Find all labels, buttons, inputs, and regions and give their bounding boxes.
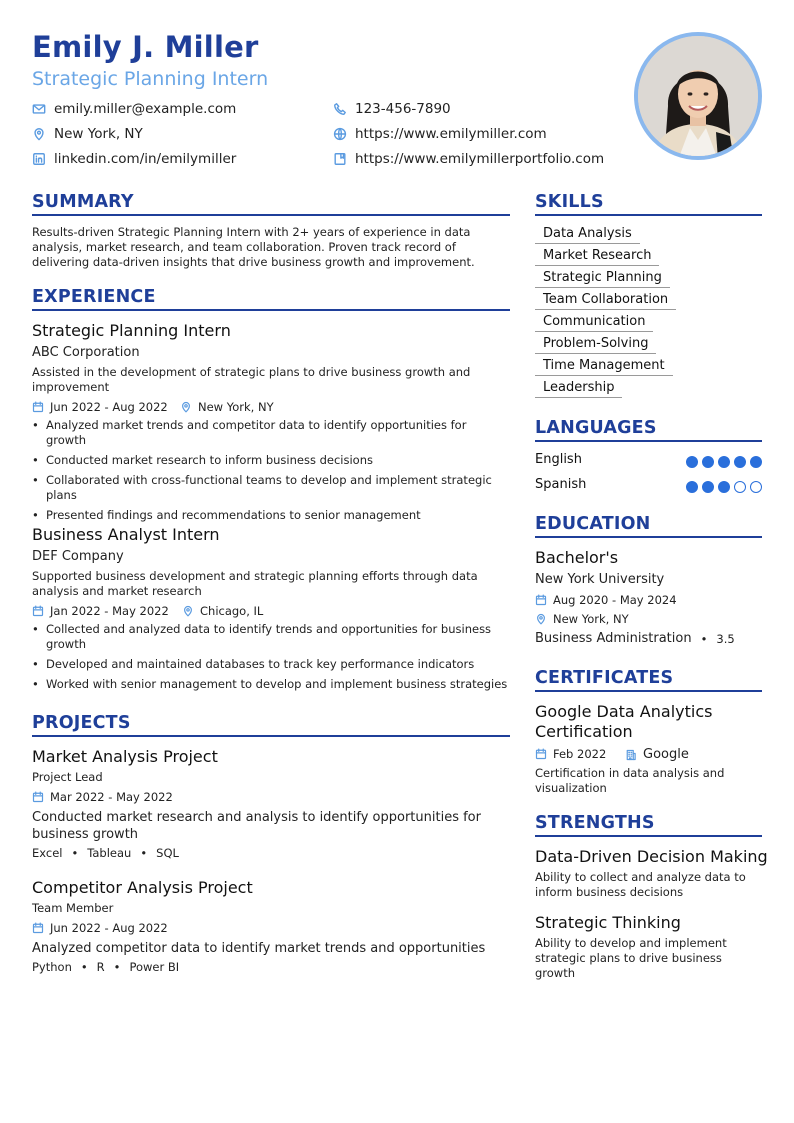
strengths-heading: STRENGTHS <box>535 813 762 837</box>
project-role: Team Member <box>32 901 114 915</box>
calendar-icon <box>32 791 44 803</box>
profile-photo <box>634 32 762 160</box>
education-location <box>535 612 629 626</box>
experience-location <box>182 604 263 618</box>
strength-description: Ability to collect and analyze data to inform business decisions <box>535 870 746 899</box>
phone-icon <box>333 102 347 116</box>
experience-dates <box>32 400 168 414</box>
contact-phone[interactable] <box>333 101 451 117</box>
level-dot-filled <box>702 456 714 468</box>
languages-heading: LANGUAGES <box>535 418 762 442</box>
summary-heading: SUMMARY <box>32 192 510 216</box>
level-dot-filled <box>686 481 698 493</box>
calendar-icon <box>32 401 44 413</box>
portfolio-icon <box>333 152 347 166</box>
profile-portrait-illustration <box>638 36 758 156</box>
skill-tag: Communication <box>535 314 653 332</box>
calendar-icon <box>535 594 547 606</box>
dates-text: Aug 2020 - May 2024 <box>553 593 677 607</box>
project-tools: Python • R • Power BI <box>32 960 180 974</box>
experience-company: DEF Company <box>32 549 124 564</box>
bullet-item: • Presented findings and recommendations to senior management <box>32 508 510 523</box>
summary-text: Results-driven Strategic Planning Intern with 2+ years of experience in data analysis, market research, and team collaboration. Proven track record of delivering data-driven insights that drive business growth and improvement. <box>32 225 475 269</box>
strength-name: Data-Driven Decision Making <box>535 847 768 866</box>
skills-heading: SKILLS <box>535 192 762 216</box>
portfolio-text: https://www.emilymillerportfolio.com <box>355 151 605 167</box>
phone-text: 123-456-7890 <box>355 101 451 117</box>
experience-description: Assisted in the development of strategic plans to drive business growth and improvement <box>32 365 471 394</box>
experience-description: Supported business development and strategic planning efforts through data analysis and market research <box>32 569 478 598</box>
level-dot-filled <box>686 456 698 468</box>
project-dates <box>32 790 173 804</box>
project-role: Project Lead <box>32 770 103 784</box>
language-level-dots <box>686 481 762 493</box>
certificate-description: Certification in data analysis and visualization <box>535 766 725 795</box>
location-text: New York, NY <box>54 126 143 142</box>
education-gpa: 3.5 <box>716 631 735 646</box>
level-dot-filled <box>750 456 762 468</box>
education-field: Business Administration <box>535 631 692 646</box>
contact-email[interactable] <box>32 101 236 117</box>
calendar-icon <box>32 605 44 617</box>
calendar-icon <box>32 922 44 934</box>
tool-tag: Python <box>32 960 72 974</box>
tool-tag: Tableau <box>87 846 132 860</box>
language-name: English <box>535 452 582 467</box>
issuer-text: Google <box>643 747 689 762</box>
bullet-item: • Collected and analyzed data to identify trends and opportunities for business growth <box>32 622 510 652</box>
location-pin-icon <box>32 127 46 141</box>
level-dot-empty <box>750 481 762 493</box>
certificates-heading: CERTIFICATES <box>535 668 762 692</box>
skill-tag: Strategic Planning <box>535 270 670 288</box>
project-name: Competitor Analysis Project <box>32 878 253 897</box>
level-dot-filled <box>718 481 730 493</box>
location-pin-icon <box>535 613 547 625</box>
bullet-item: • Conducted market research to inform business decisions <box>32 453 510 468</box>
level-dot-filled <box>718 456 730 468</box>
bullet-item: • Developed and maintained databases to track key performance indicators <box>32 657 510 672</box>
certificate-date <box>535 747 606 761</box>
strength-name: Strategic Thinking <box>535 913 681 932</box>
project-name: Market Analysis Project <box>32 747 218 766</box>
tool-tag: Power BI <box>129 960 180 974</box>
project-tools: Excel • Tableau • SQL <box>32 846 179 860</box>
language-name: Spanish <box>535 477 587 492</box>
skill-tag: Team Collaboration <box>535 292 676 310</box>
education-school: New York University <box>535 572 665 587</box>
certificate-issuer <box>625 747 689 762</box>
candidate-role: Strategic Planning Intern <box>32 68 269 90</box>
level-dot-filled <box>702 481 714 493</box>
experience-company: ABC Corporation <box>32 345 140 360</box>
building-icon <box>625 749 637 761</box>
tool-tag: SQL <box>156 846 179 860</box>
skill-tag: Leadership <box>535 380 622 398</box>
education-degree: Bachelor's <box>535 548 619 567</box>
experience-dates <box>32 604 169 618</box>
contact-website[interactable] <box>333 126 547 142</box>
language-level-dots <box>686 456 762 468</box>
skill-tag: Problem-Solving <box>535 336 656 354</box>
location-pin-icon <box>182 605 194 617</box>
dates-text: Jun 2022 - Aug 2022 <box>50 921 168 935</box>
date-text: Feb 2022 <box>553 747 607 761</box>
dates-text: Jun 2022 - Aug 2022 <box>50 400 168 414</box>
contact-portfolio[interactable] <box>333 151 604 167</box>
skill-tag: Time Management <box>535 358 673 376</box>
linkedin-text: linkedin.com/in/emilymiller <box>54 151 237 167</box>
candidate-name: Emily J. Miller <box>32 30 259 64</box>
experience-role: Strategic Planning Intern <box>32 321 231 340</box>
bullet-item: • Analyzed market trends and competitor data to identify opportunities for growth <box>32 418 510 448</box>
level-dot-filled <box>734 456 746 468</box>
contact-linkedin[interactable] <box>32 151 236 167</box>
education-heading: EDUCATION <box>535 514 762 538</box>
bullet-item: • Collaborated with cross-functional teams to develop and implement strategic plans <box>32 473 510 503</box>
dates-text: Jan 2022 - May 2022 <box>50 604 169 618</box>
location-text: Chicago, IL <box>200 604 264 618</box>
project-description: Analyzed competitor data to identify market trends and opportunities <box>32 941 486 956</box>
bullet-item: • Worked with senior management to develop and implement business strategies <box>32 677 510 692</box>
contact-location <box>32 126 143 142</box>
certificate-name: Google Data Analytics Certification <box>535 702 713 741</box>
experience-bullets <box>32 622 510 697</box>
experience-location <box>180 400 274 414</box>
linkedin-icon <box>32 152 46 166</box>
location-text: New York, NY <box>198 400 274 414</box>
skill-tag: Data Analysis <box>535 226 640 244</box>
level-dot-empty <box>734 481 746 493</box>
email-text: emily.miller@example.com <box>54 101 237 117</box>
location-text: New York, NY <box>553 612 629 626</box>
strength-description: Ability to develop and implement strategic plans to drive business growth <box>535 936 727 980</box>
website-text: https://www.emilymiller.com <box>355 126 547 142</box>
tool-tag: R <box>96 960 105 974</box>
education-dates <box>535 593 677 607</box>
experience-role: Business Analyst Intern <box>32 525 220 544</box>
projects-heading: PROJECTS <box>32 713 510 737</box>
location-pin-icon <box>180 401 192 413</box>
experience-bullets <box>32 418 510 528</box>
tool-tag: Excel <box>32 846 63 860</box>
mail-icon <box>32 102 46 116</box>
dates-text: Mar 2022 - May 2022 <box>50 790 173 804</box>
education-field-gpa: Business Administration • 3.5 <box>535 631 735 646</box>
project-description: Conducted market research and analysis to identify opportunities for business growth <box>32 810 481 842</box>
globe-icon <box>333 127 347 141</box>
project-dates <box>32 921 168 935</box>
skill-tag: Market Research <box>535 248 659 266</box>
experience-heading: EXPERIENCE <box>32 287 510 311</box>
calendar-icon <box>535 748 547 760</box>
